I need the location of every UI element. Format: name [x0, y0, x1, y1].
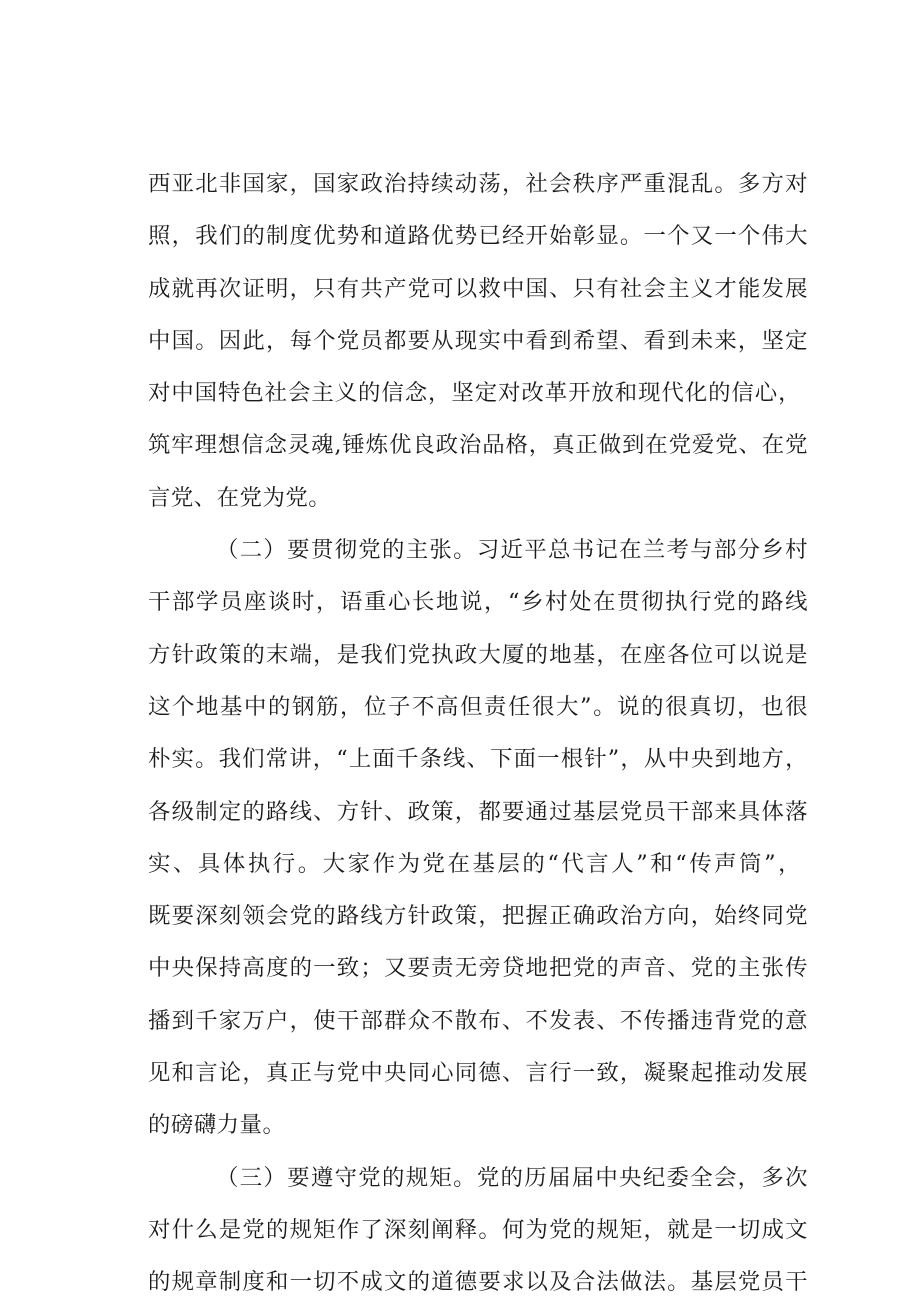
paragraph-2-line-11: 见和言论，真正与党中央同心同德、言行一致，凝聚起推动发展: [148, 1060, 808, 1087]
paragraph-2-line-1: （二）要贯彻党的主张。习近平总书记在兰考与部分乡村: [216, 537, 808, 564]
paragraph-2-line-4: 这个地基中的钢筋，位子不高但责任很大”。说的很真切，也很: [148, 693, 808, 720]
paragraph-1-line-2: 照，我们的制度优势和道路优势已经开始彰显。一个又一个伟大: [148, 223, 808, 250]
paragraph-1-line-6: 筑牢理想信念灵魂,锤炼优良政治品格，真正做到在党爱党、在党: [148, 432, 808, 459]
paragraph-1-line-1: 西亚北非国家，国家政治持续动荡，社会秩序严重混乱。多方对: [148, 171, 808, 197]
paragraph-2-line-10: 播到千家万户，使干部群众不散布、不发表、不传播违背党的意: [148, 1007, 808, 1034]
paragraph-2-line-7: 实、具体执行。大家作为党在基层的“代言人”和“传声筒”，: [148, 850, 801, 877]
paragraph-2-line-2: 干部学员座谈时，语重心长地说，“乡村处在贯彻执行党的路线: [148, 589, 808, 616]
paragraph-1-line-4: 中国。因此，每个党员都要从现实中看到希望、看到未来，坚定: [148, 327, 808, 354]
paragraph-2-line-8: 既要深刻领会党的路线方针政策，把握正确政治方向，始终同党: [148, 903, 808, 930]
paragraph-2-line-12: 的磅礴力量。: [148, 1112, 286, 1139]
paragraph-3-line-2: 对什么是党的规矩作了深刻阐释。何为党的规矩，就是一切成文: [148, 1216, 808, 1243]
paragraph-1-line-5: 对中国特色社会主义的信念，坚定对改革开放和现代化的信心，: [148, 380, 801, 407]
paragraph-2-line-3: 方针政策的末端，是我们党执政大厦的地基，在座各位可以说是: [148, 641, 808, 668]
paragraph-2-line-9: 中央保持高度的一致；又要责无旁贷地把党的声音、党的主张传: [148, 955, 808, 982]
document-body: [148, 158, 808, 1309]
paragraph-3-line-1: （三）要遵守党的规矩。党的历届届中央纪委全会，多次: [216, 1164, 808, 1191]
paragraph-2-line-5: 朴实。我们常讲，“上面千条线、下面一根针”，从中央到地方，: [148, 746, 808, 773]
paragraph-3-line-3: 的规章制度和一切不成文的道德要求以及合法做法。基层党员干: [148, 1269, 808, 1296]
paragraph-1-line-3: 成就再次证明，只有共产党可以救中国、只有社会主义才能发展: [148, 275, 808, 302]
paragraph-1-line-7: 言党、在党为党。: [148, 484, 332, 511]
paragraph-2-line-6: 各级制定的路线、方针、政策，都要通过基层党员干部来具体落: [148, 798, 808, 825]
